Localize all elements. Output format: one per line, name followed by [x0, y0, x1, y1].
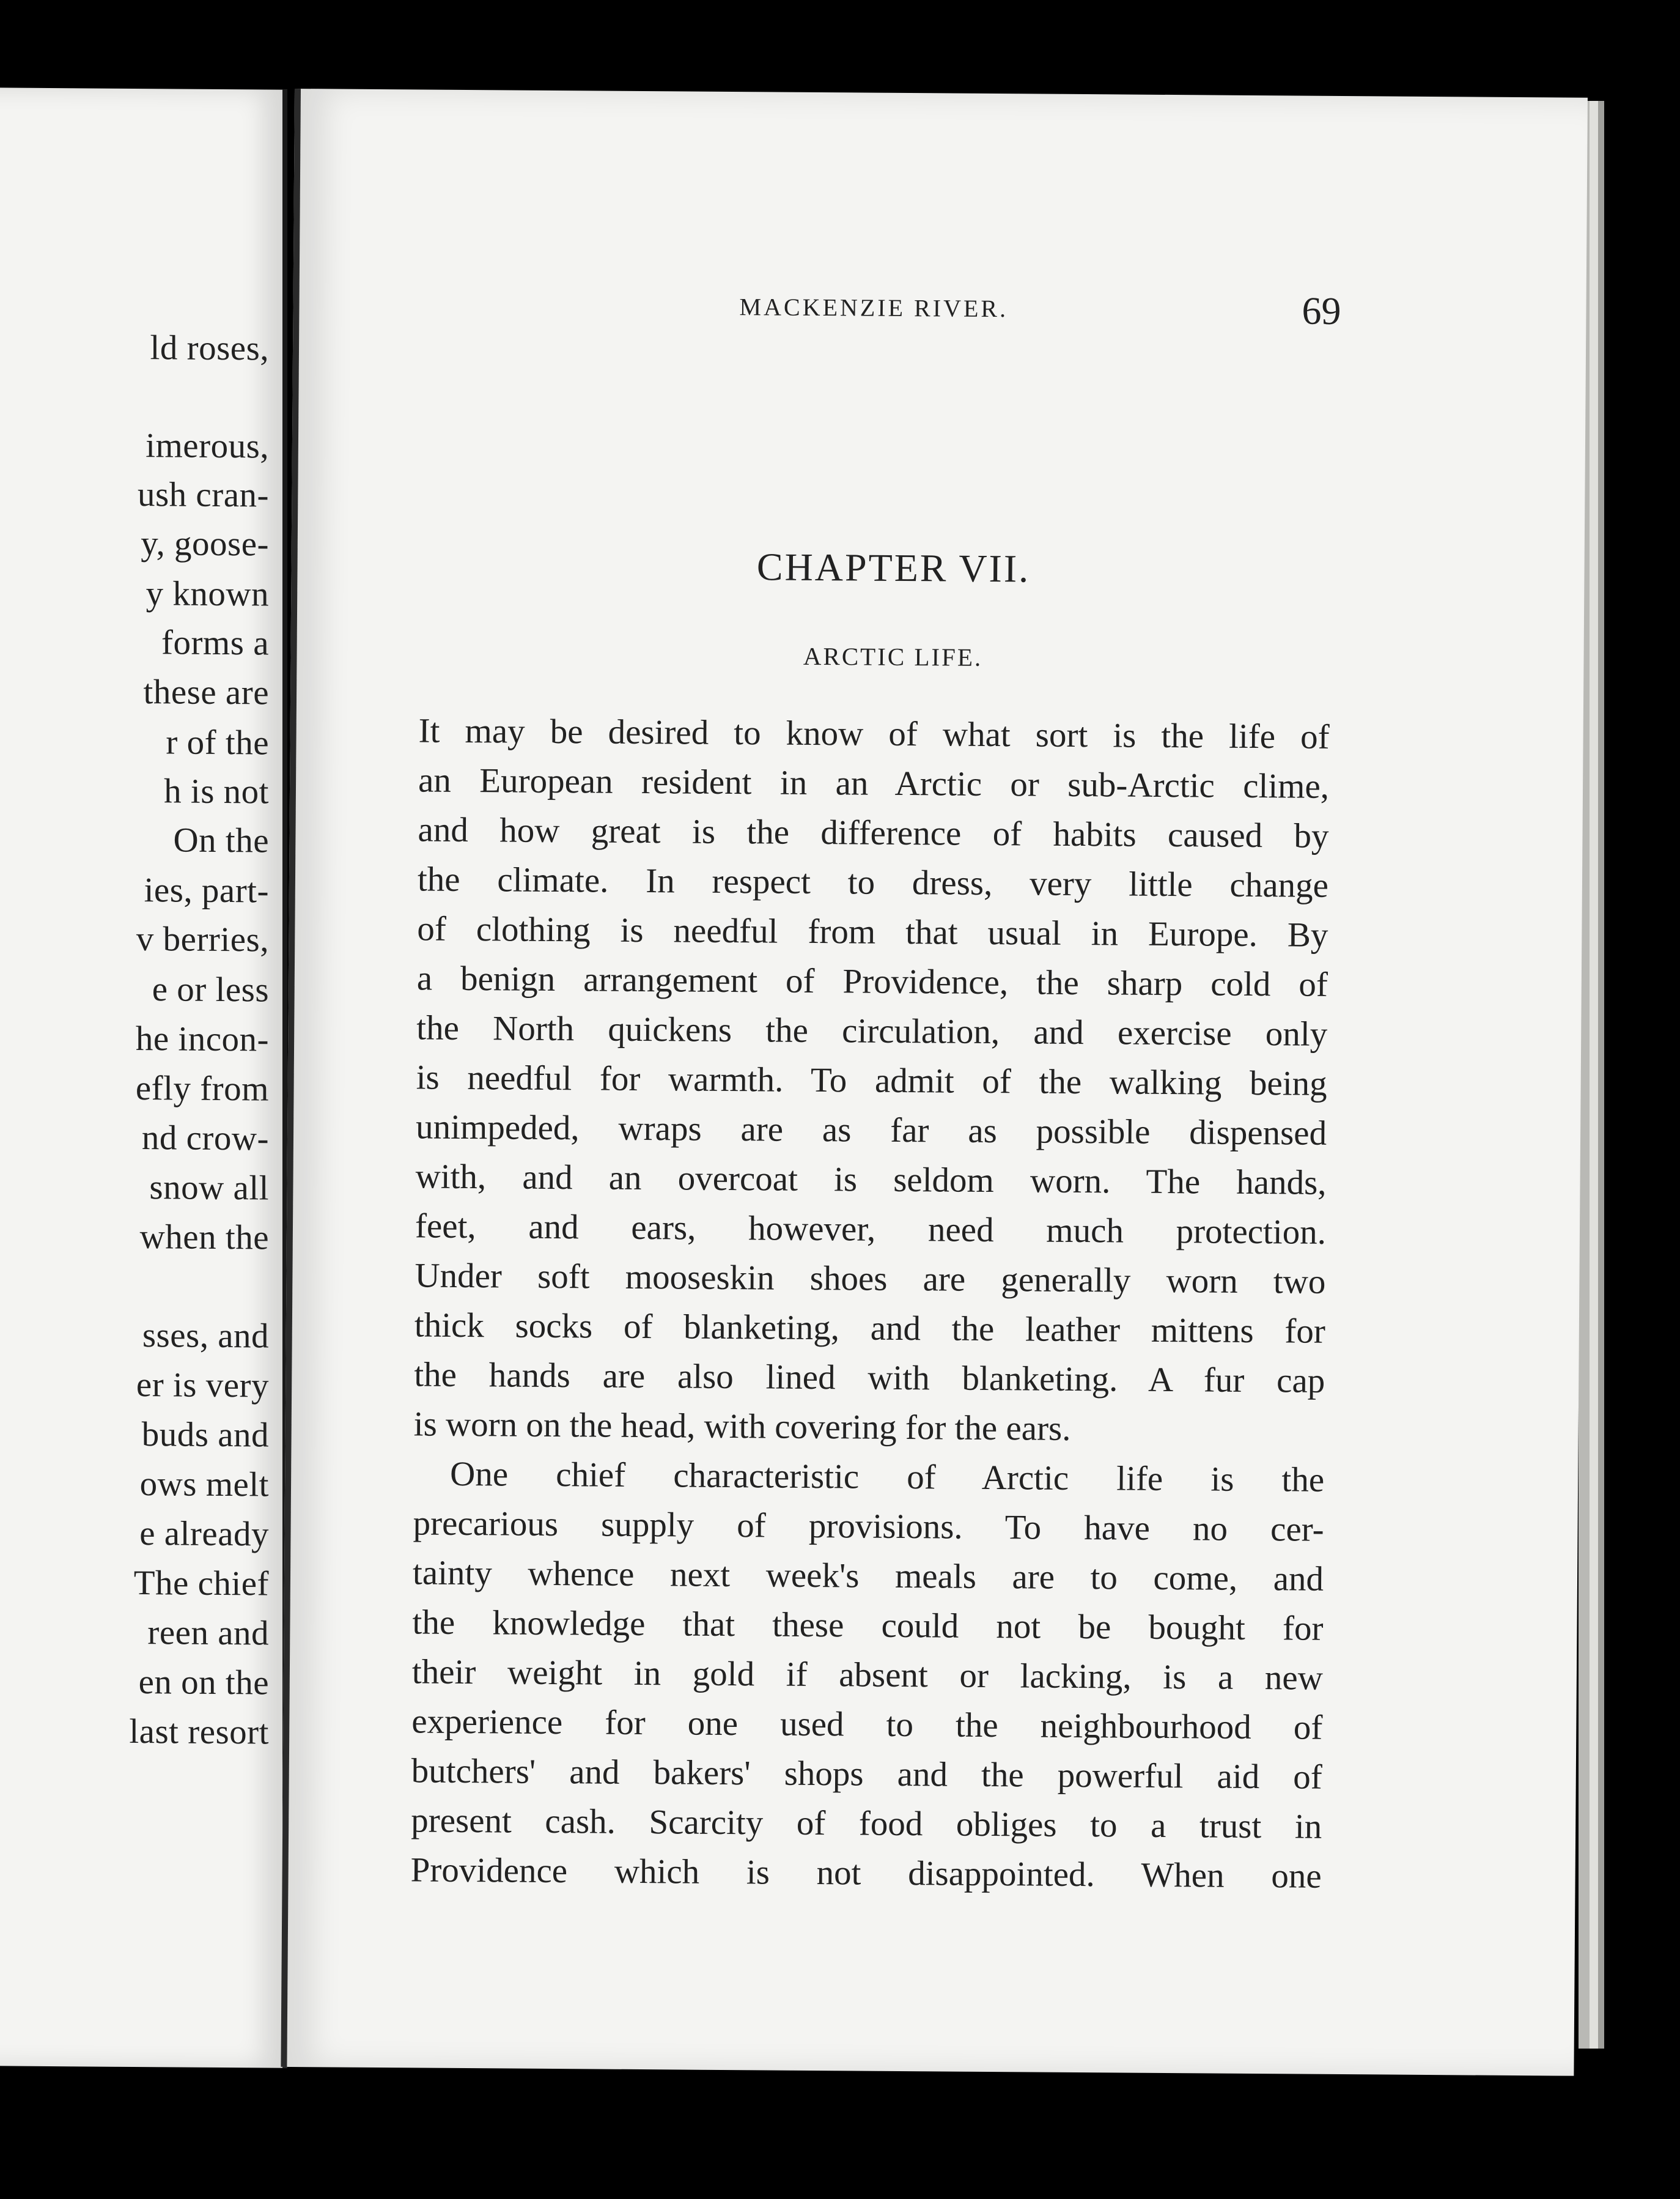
left-text-line: reen and: [147, 1613, 269, 1653]
left-page: [0, 87, 287, 2068]
right-page: [281, 89, 1588, 2076]
left-text-line: r of the: [166, 723, 269, 763]
left-text-line: these are: [143, 673, 269, 712]
page-edges: [1590, 101, 1598, 2049]
body-text-line: and how great is the difference of habits caused by: [418, 810, 1329, 856]
body-text-line: is worn on the head, with covering for the ears.: [413, 1405, 1071, 1448]
body-text-line: feet, and ears, however, need much protection.: [414, 1207, 1327, 1252]
left-text-line: last resort: [129, 1712, 269, 1752]
left-text-line: On the: [173, 821, 269, 860]
left-text-line: e already: [139, 1514, 269, 1554]
body-text-line: tainty whence next week's meals are to come, and: [412, 1553, 1324, 1598]
left-text-line: ies, part-: [144, 871, 269, 911]
left-text-line: ld roses,: [150, 328, 269, 368]
body-text-line: Under soft mooseskin shoes are generally worn two: [414, 1256, 1326, 1301]
body-text-line: with, and an overcoat is seldom worn. The hands,: [415, 1157, 1327, 1202]
body-text-line: the knowledge that these could not be bought for: [412, 1603, 1324, 1648]
left-text-line: buds and: [141, 1415, 269, 1455]
left-text-line: he incon-: [135, 1019, 269, 1059]
left-text-line: e or less: [152, 970, 269, 1010]
left-text-line: y known: [146, 574, 269, 614]
body-text-line: a benign arrangement of Providence, the sharp cold of: [416, 959, 1328, 1004]
body-text-line: unimpeded, wraps are as far as possible dispensed: [415, 1107, 1327, 1153]
body-text-line: precarious supply of provisions. To have no cer-: [413, 1504, 1324, 1549]
body-text-line: an European resident in an Arctic or sub-Arctic clime,: [418, 761, 1330, 806]
body-text-line: Providence which is not disappointed. When one: [410, 1850, 1322, 1896]
running-head: MACKENZIE RIVER.: [739, 293, 1009, 323]
left-text-line: ush cran-: [138, 475, 269, 515]
chapter-subtitle: ARCTIC LIFE.: [803, 641, 983, 671]
body-text-line: of clothing is needful from that usual in Europe. By: [417, 909, 1328, 955]
left-text-line: The chief: [133, 1563, 269, 1603]
body-text-line: experience for one used to the neighbourhood of: [411, 1702, 1323, 1747]
left-text-line: forms a: [161, 623, 269, 663]
left-text-line: en on the: [138, 1663, 269, 1702]
left-text-line: snow all: [149, 1168, 269, 1208]
body-text-line: butchers' and bakers' shops and the powerful aid of: [411, 1751, 1322, 1797]
left-text-line: nd crow-: [141, 1118, 269, 1158]
body-text-line: their weight in gold if absent or lacking, is a new: [411, 1652, 1324, 1698]
body-text-line: present cash. Scarcity of food obliges to a trust in: [411, 1801, 1322, 1846]
body-text-line: thick socks of blanketing, and the leather mittens for: [414, 1306, 1326, 1351]
left-text-line: imerous,: [146, 426, 269, 466]
left-text-line: efly from: [135, 1068, 269, 1109]
left-text-line: h is not: [164, 772, 269, 811]
left-text-line: y, goose-: [141, 524, 269, 564]
page-edges: [1598, 101, 1604, 2049]
left-text-line: when the: [139, 1218, 269, 1257]
body-text-line: is needful for warmth. To admit of the walking being: [416, 1058, 1327, 1103]
body-text-line: the hands are also lined with blanketing. A fur cap: [414, 1355, 1325, 1400]
left-text-line: sses, and: [142, 1316, 269, 1356]
body-text-line: It may be desired to know of what sort is the life of: [418, 711, 1330, 756]
left-text-line: v berries,: [136, 919, 269, 959]
left-text-line: ows melt: [139, 1465, 269, 1504]
chapter-title: CHAPTER VII.: [756, 545, 1031, 591]
page-number: 69: [1302, 289, 1341, 333]
left-text-line: er is very: [136, 1365, 269, 1405]
body-text-line: One chief characteristic of Arctic life is the: [449, 1454, 1325, 1499]
body-text-line: the climate. In respect to dress, very little change: [417, 860, 1329, 905]
body-text-line: the North quickens the circulation, and exercise only: [416, 1008, 1328, 1054]
